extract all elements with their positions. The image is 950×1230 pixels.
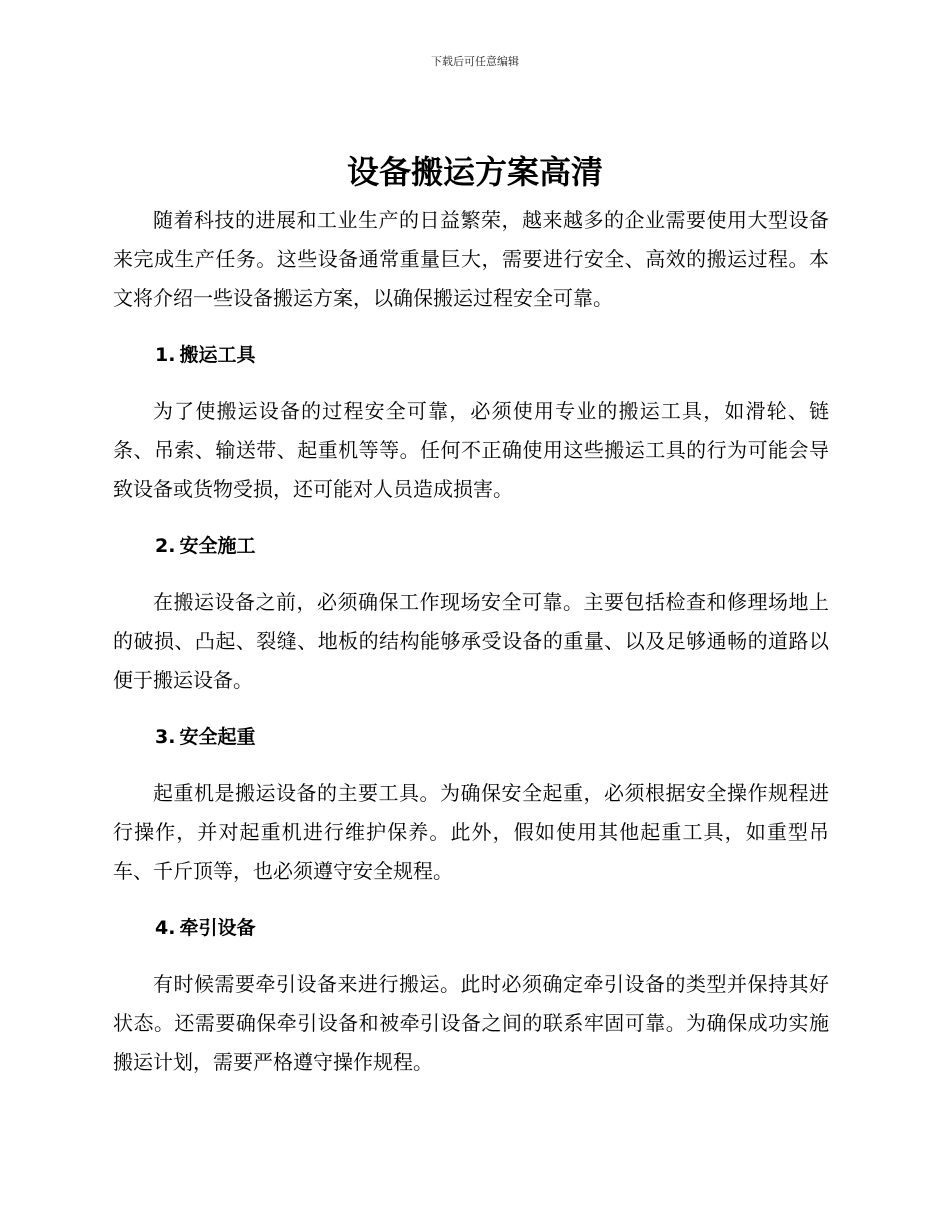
section-heading [113, 509, 829, 583]
section-paragraph: 起重机是搬运设备的主要工具。为确保安全起重，必须根据安全操作规程进行操作，并对起重机进行维护保养。此外，假如使用其他起重工具，如重型吊车、千斤顶等，也必须遵守安全规程。 [113, 781, 829, 883]
section-number: 4. [155, 917, 176, 939]
section-title: 安全起重 [179, 726, 256, 748]
section-number: 2. [155, 535, 176, 557]
section-heading [113, 318, 829, 392]
section-2 [113, 509, 829, 700]
section-3 [113, 700, 829, 891]
section-paragraph: 有时候需要牵引设备来进行搬运。此时必须确定牵引设备的类型并保持其好状态。还需要确保牵引设备和被牵引设备之间的联系牢固可靠。为确保成功实施搬运计划，需要严格遵守操作规程。 [113, 972, 829, 1074]
intro-paragraph: 随着科技的进展和工业生产的日益繁荣，越来越多的企业需要使用大型设备来完成生产任务。这些设备通常重量巨大，需要进行安全、高效的搬运过程。本文将介绍一些设备搬运方案，以确保搬运过程安全可靠。 [113, 208, 829, 310]
section-paragraph: 为了使搬运设备的过程安全可靠，必须使用专业的搬运工具，如滑轮、链条、吊索、输送带、起重机等等。任何不正确使用这些搬运工具的行为可能会导致设备或货物受损，还可能对人员造成损害。 [113, 399, 829, 501]
document-body [113, 201, 829, 1082]
section-4 [113, 891, 829, 1082]
document-title: 设备搬运方案高清 [346, 153, 603, 191]
section-title: 安全施工 [179, 535, 256, 557]
section-heading [113, 700, 829, 774]
page-header-note: 下载后可任意编辑 [431, 55, 519, 68]
section-number: 1. [155, 344, 176, 366]
section-heading [113, 891, 829, 965]
section-1 [113, 318, 829, 509]
section-paragraph: 在搬运设备之前，必须确保工作现场安全可靠。主要包括检查和修理场地上的破损、凸起、裂缝、地板的结构能够承受设备的重量、以及足够通畅的道路以便于搬运设备。 [113, 590, 829, 692]
section-number: 3. [155, 726, 176, 748]
section-title: 搬运工具 [179, 344, 256, 366]
section-title: 牵引设备 [179, 917, 256, 939]
